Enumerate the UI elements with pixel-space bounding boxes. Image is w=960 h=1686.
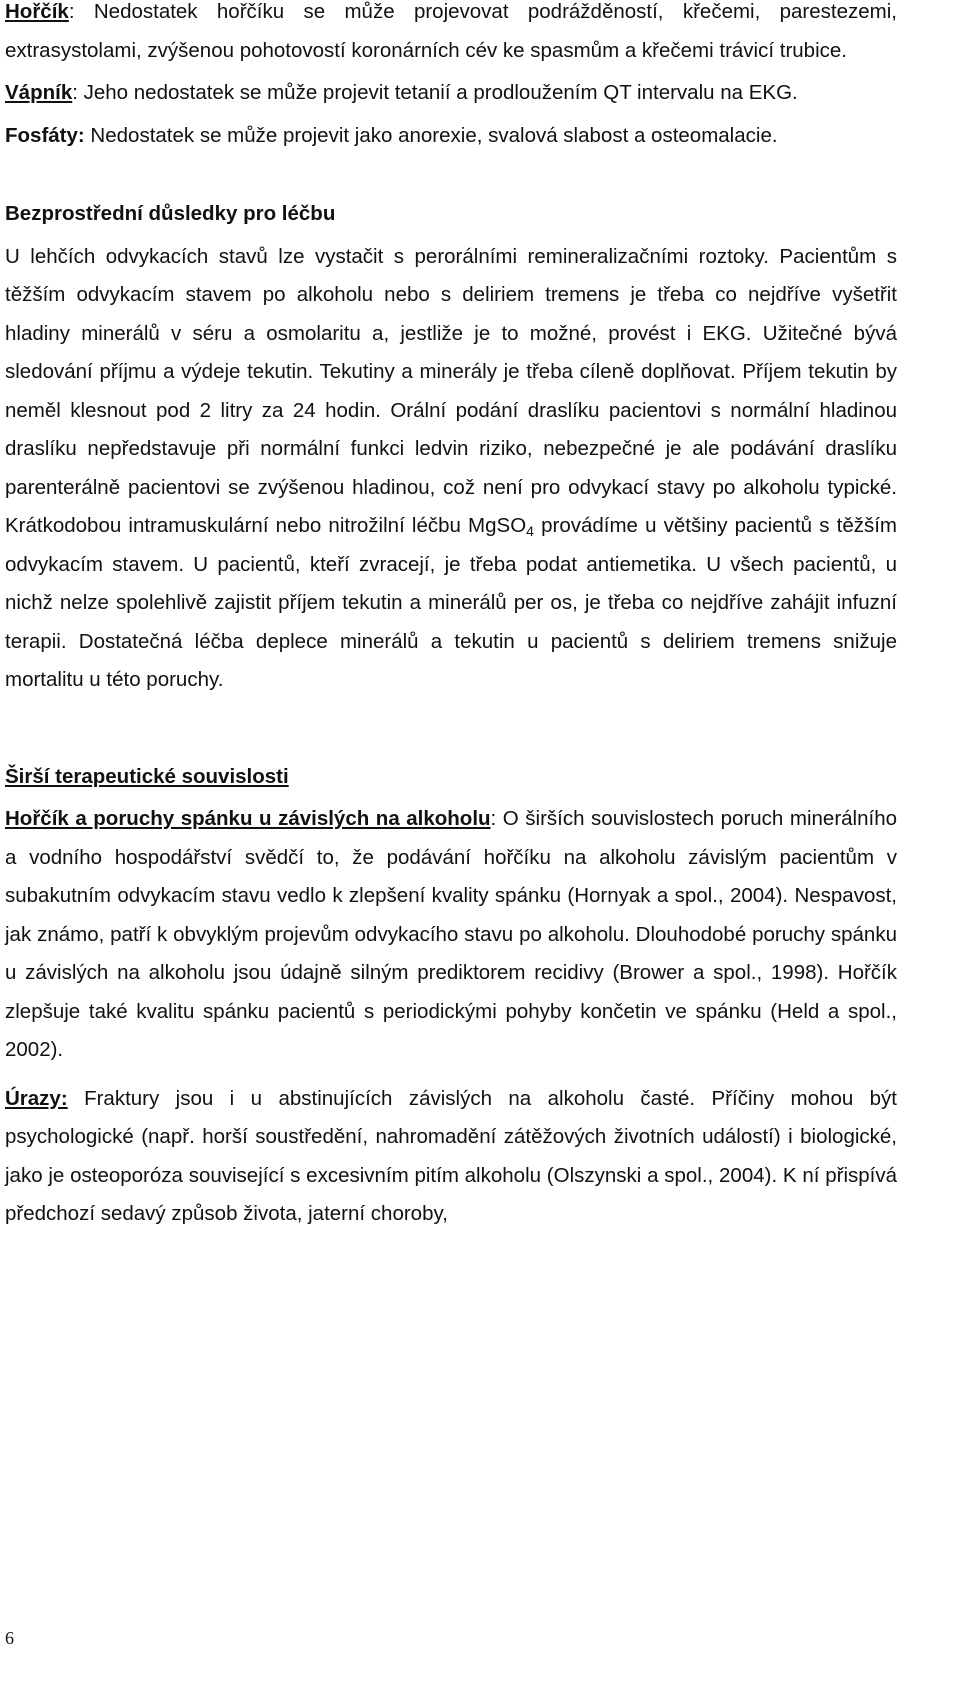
- page-number: 6: [5, 1628, 14, 1648]
- paragraph-text: Nedostatek hořčíku se může projevovat podrážděností, křečemi, parestezemi, extrasystolami, zvýšenou pohotovostí koronárních cév ke spasmům a křečemi trávicí trubice.: [5, 0, 897, 62]
- paragraph-text: U lehčích odvykacích stavů lze vystačit s perorálními remineralizačními roztoky. Pacientům s těžším odvykacím stavem po alkoholu nebo s deliriem tremens je třeba co nejdříve vyšetřit hladiny minerálů v séru a osmolaritu a, jestliže je to možné, provést i EKG. Užitečné bývá sledování příjmu a výdeje tekutin. Tekutiny a minerály je třeba cíleně doplňovat. Příjem tekutin by neměl klesnout pod 2 litry za 24 hodin. Orální podání draslíku pacientovi s normální hladinou draslíku nepředstavuje při normální funkci ledvin riziko, nebezpečné je ale podávání draslíku parenterálně pacientovi se zvýšenou hladinou, což není pro odvykací stavy po alkoholu typické. Krátkodobou intramuskulární nebo nitrožilní léčbu MgSO: [5, 244, 897, 537]
- term-horcik: Hořčík: [5, 0, 69, 23]
- subscript-4: 4: [526, 523, 534, 539]
- term-urazy: Úrazy:: [5, 1086, 68, 1110]
- paragraph-spanek: [5, 800, 897, 1070]
- paragraph-lecba: [5, 238, 897, 700]
- separator: :: [490, 807, 497, 830]
- separator: :: [68, 0, 75, 23]
- section-heading-bezprostredni: Bezprostřední důsledky pro léčbu: [5, 202, 336, 225]
- paragraph-urazy: [5, 1080, 897, 1234]
- paragraph-text: Jeho nedostatek se může projevit tetanií a prodloužením QT intervalu na EKG.: [77, 81, 798, 104]
- paragraph-text: provádíme u většiny pacientů s těžším odvykacím stavem. U pacientů, kteří zvracejí, je třeba podat antiemetika. U všech pacientů, u nichž nelze spolehlivě zajistit příjem tekutin a minerálů per os, je třeba co nejdříve zahájit infuzní terapii. Dostatečná léčba deplece minerálů a tekutin u pacientů s deliriem tremens snižuje mortalitu u této poruchy.: [5, 514, 897, 691]
- section-heading-sirsi: Širší terapeutické souvislosti: [5, 764, 289, 788]
- paragraph-text: O širších souvislostech poruch minerálního a vodního hospodářství svědčí to, že podávání hořčíku na alkoholu závislým pacientům v subakutním odvykacím stavu vedlo k zlepšení kvality spánku (Hornyak a spol., 2004). Nespavost, jak známo, patří k obvyklým projevům odvykacího stavu po alkoholu. Dlouhodobé poruchy spánku u závislých na alkoholu jsou údajně silným prediktorem recidivy (Brower a spol., 1998). Hořčík zlepšuje také kvalitu spánku pacientů s periodickými pohyby končetin ve spánku (Held a spol., 2002).: [5, 807, 897, 1061]
- paragraph-text: Fraktury jsou i u abstinujících závislých na alkoholu časté. Příčiny mohou být psychologické (např. horší soustředění, nahromadění zátěžových životních událostí) i biologické, jako je osteoporóza související s excesivním pitím alkoholu (Olszynski a spol., 2004). K ní přispívá předchozí sedavý způsob života, jaterní choroby,: [5, 1086, 897, 1225]
- paragraph-vapnik: [5, 74, 897, 113]
- term-fosfaty: Fosfáty:: [5, 123, 85, 147]
- paragraph-horcik: [5, 0, 897, 70]
- separator: :: [72, 81, 78, 104]
- paragraph-fosfaty: [5, 117, 897, 156]
- paragraph-text: Nedostatek se může projevit jako anorexie, svalová slabost a osteomalacie.: [84, 123, 778, 147]
- term-horcik-spanek: Hořčík a poruchy spánku u závislých na alkoholu: [5, 807, 491, 830]
- document-page: [5, 0, 897, 1234]
- term-vapnik: Vápník: [5, 81, 73, 104]
